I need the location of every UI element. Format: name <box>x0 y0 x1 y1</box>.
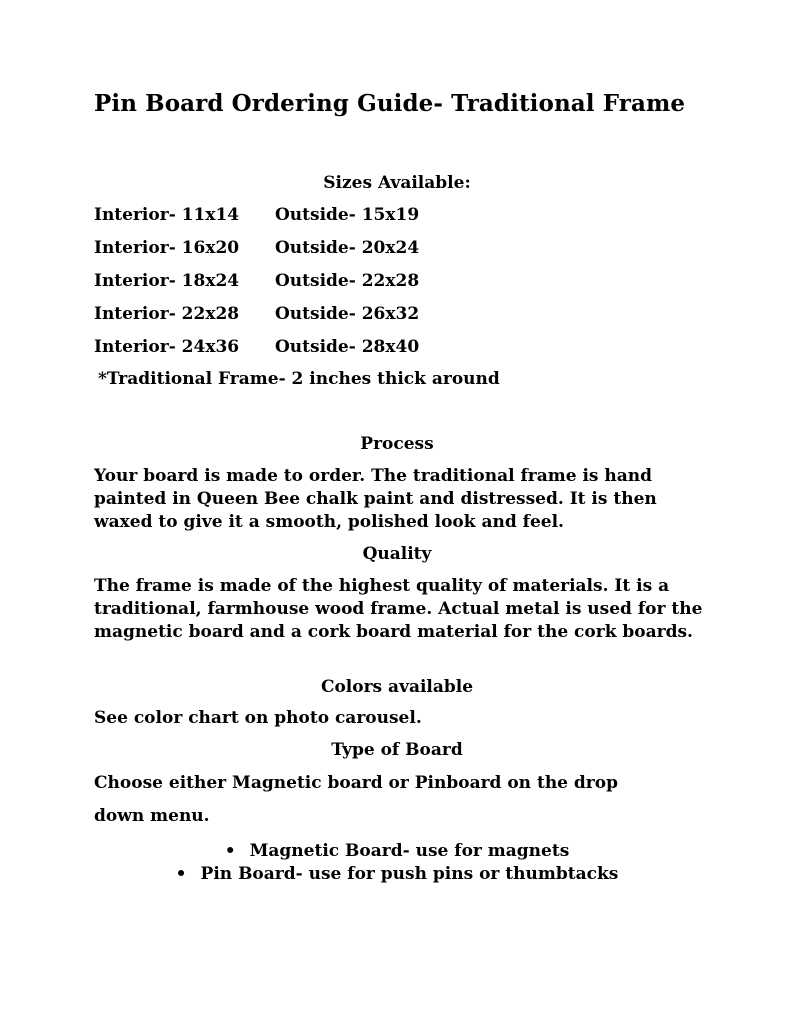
bullet-icon: • <box>175 864 187 884</box>
process-text: Your board is made to order. The traditional frame is hand painted in Queen Bee chalk paint and distressed. It is then waxed to give it a smooth, polished look and feel. <box>94 466 657 532</box>
interior-size: Interior- 11x14 <box>94 205 240 225</box>
bullet-text: Magnetic Board- use for magnets <box>249 841 570 861</box>
size-row <box>94 337 419 357</box>
quality-heading: Quality <box>362 544 432 564</box>
size-row <box>94 304 419 324</box>
outside-size: Outside- 28x40 <box>275 337 420 357</box>
bullet-text: Pin Board- use for push pins or thumbtacks <box>200 864 619 884</box>
list-item <box>0 840 794 863</box>
interior-size: Interior- 16x20 <box>94 238 240 258</box>
outside-size: Outside- 20x24 <box>275 238 420 258</box>
board-type-heading: Type of Board <box>331 740 463 760</box>
size-row <box>94 271 419 291</box>
board-type-text-line2: down menu. <box>94 806 210 826</box>
outside-size: Outside- 15x19 <box>275 205 420 225</box>
outside-size: Outside- 22x28 <box>275 271 420 291</box>
board-type-text-line1: Choose either Magnetic board or Pinboard on the drop <box>94 773 618 793</box>
bullet-icon: • <box>224 841 236 861</box>
interior-size: Interior- 18x24 <box>94 271 240 291</box>
interior-size: Interior- 24x36 <box>94 337 240 357</box>
page-title: Pin Board Ordering Guide- Traditional Frame <box>94 90 686 117</box>
colors-heading: Colors available <box>320 677 474 697</box>
process-heading: Process <box>360 434 434 454</box>
size-row <box>94 205 419 225</box>
outside-size: Outside- 26x32 <box>275 304 420 324</box>
sizes-heading: Sizes Available: <box>323 173 471 193</box>
colors-text: See color chart on photo carousel. <box>94 708 422 728</box>
board-type-list <box>0 840 794 886</box>
frame-thickness-note: *Traditional Frame- 2 inches thick around <box>98 369 500 389</box>
quality-text: The frame is made of the highest quality of materials. It is a traditional, farmhouse wood frame. Actual metal is used for the magnetic board and a cork board material for the cork boards. <box>94 576 703 642</box>
list-item <box>0 863 794 886</box>
interior-size: Interior- 22x28 <box>94 304 240 324</box>
size-row <box>94 238 419 258</box>
